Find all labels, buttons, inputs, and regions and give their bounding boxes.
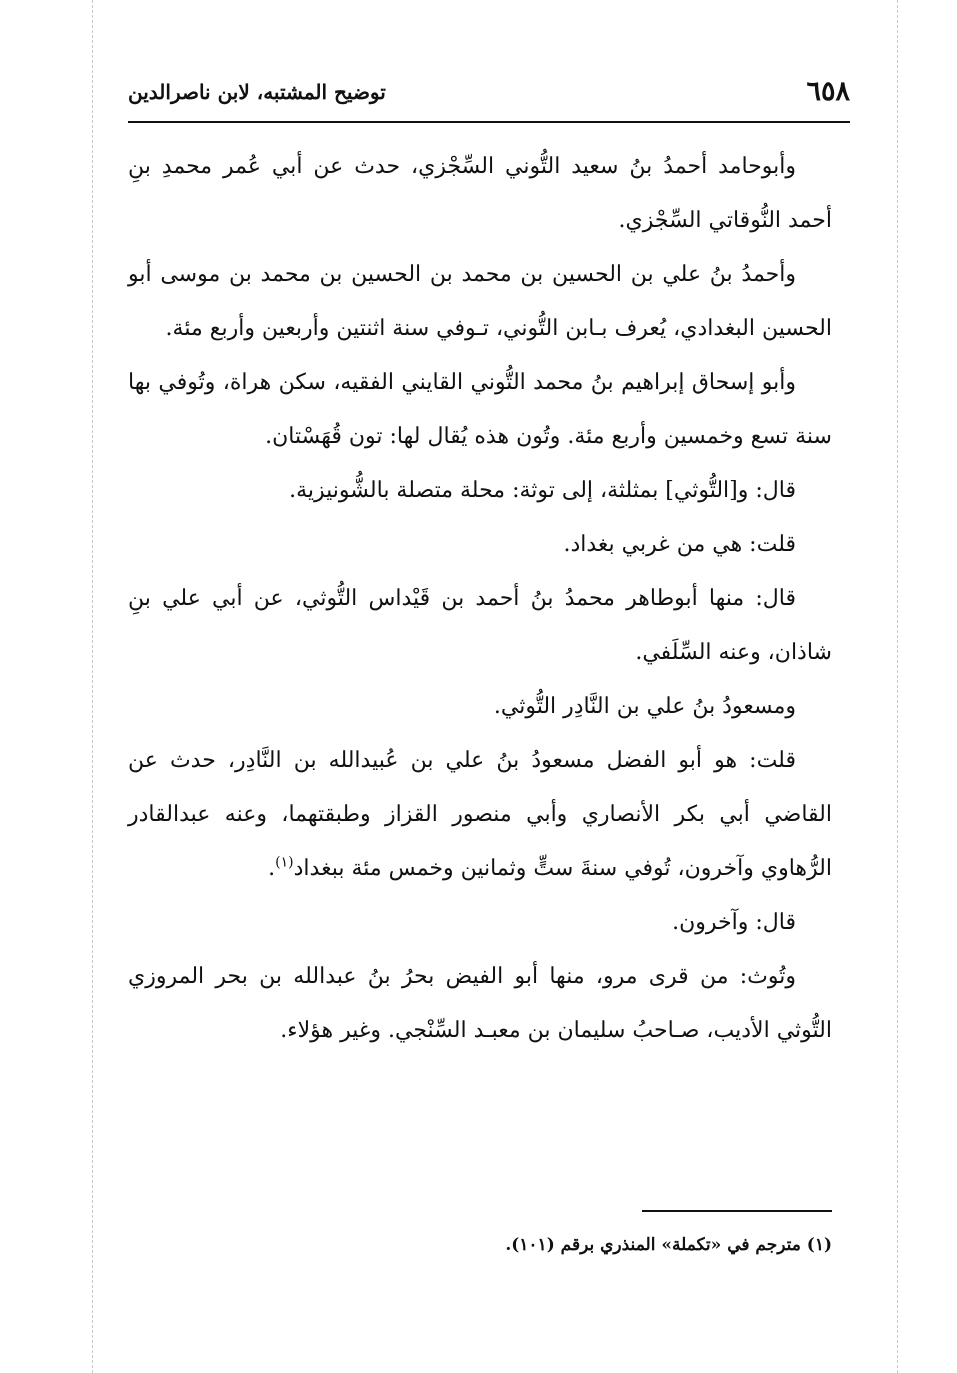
paragraph: وأحمدُ بنُ علي بن الحسين بن محمد بن الحسين بن محمد بن موسى أبو الحسين البغدادي، يُعرف بـابن التُّوني، تـوفي سنة اثنتين وأربعين وأربع مئة. bbox=[128, 262, 832, 341]
scan-guide-line bbox=[897, 0, 898, 1373]
paragraph: وتُوث: من قرى مرو، منها أبو الفيض بحرُ بنُ عبدالله بن بحر المروزي التُّوثي الأديب، صـاحبُ سليمان بن معبـد السِّنْجي. وغير هؤلاء. bbox=[128, 964, 832, 1043]
paragraph: قال: وآخرون. bbox=[672, 910, 796, 935]
paragraph: قال: و[التُّوثي] بمثلثة، إلى توثة: محلة متصلة بالشُّونيزية. bbox=[289, 478, 796, 503]
paragraph: وأبو إسحاق إبراهيم بنُ محمد التُّوني القايني الفقيه، سكن هراة، وتُوفي بها سنة تسع وخمسين وأربع مئة. وتُون هذه يُقال لها: تون قُهَسْتان. bbox=[128, 370, 832, 449]
running-title: توضيح المشتبه، لابن ناصرالدين bbox=[128, 80, 386, 104]
paragraph: ومسعودُ بنُ علي بن النَّادِر التُّوثي. bbox=[493, 694, 796, 719]
paragraph: وأبوحامد أحمدُ بنُ سعيد التُّوني السِّجْزي، حدث عن أبي عُمر محمدِ بنِ أحمد النُّوقاتي السِّجْزي. bbox=[128, 154, 832, 233]
main-text bbox=[128, 140, 832, 1058]
paragraph-with-footnote: قلت: هو أبو الفضل مسعودُ بنُ علي بن عُبيدالله بن النَّادِر، حدث عن القاضي أبي بكر الأنصاري وأبي منصور القزاز وطبقتهما، وعنه عبدالقادر الرُّهاوي وآخرون، تُوفي سنةَ ستٍّ وثمانين وخمس مئة ببغداد$^{(١)}$. bbox=[128, 748, 832, 881]
page-number: ٦٥٨ bbox=[806, 76, 850, 107]
paragraph: قلت: هي من غربي بغداد. bbox=[563, 532, 796, 557]
footnote-rule bbox=[642, 1210, 832, 1212]
header-rule bbox=[128, 121, 850, 123]
footnote: (١) مترجم في «تكملة» المنذري برقم (١٠١). bbox=[505, 1235, 832, 1255]
scan-guide-line bbox=[92, 0, 93, 1373]
footnote-reference[interactable]: (١) bbox=[275, 854, 294, 871]
page-header bbox=[128, 76, 850, 116]
paragraph: قال: منها أبوطاهر محمدُ بنُ أحمد بن قَيْداس التُّوثي، عن أبي علي بنِ شاذان، وعنه السِّلَفي. bbox=[128, 586, 832, 665]
paragraph-text: قلت: هو أبو الفضل مسعودُ بنُ علي بن عُبيدالله بن النَّادِر، حدث عن القاضي أبي بكر الأنصاري وأبي منصور القزاز وطبقتهما، وعنه عبدالقادر الرُّهاوي وآخرون، تُوفي سنةَ ستٍّ وثمانين وخمس مئة ببغداد bbox=[128, 748, 832, 881]
